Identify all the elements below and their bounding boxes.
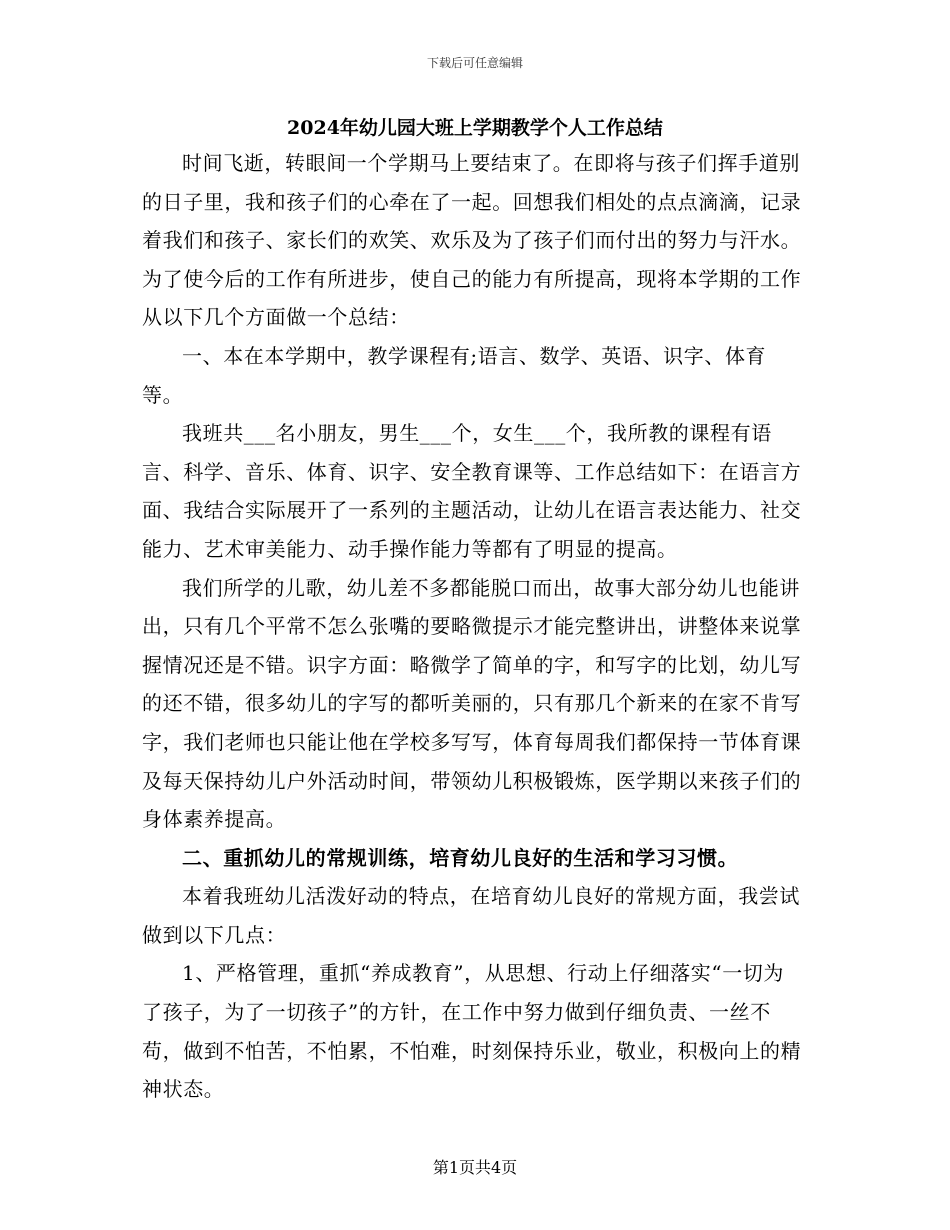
page-number-footer: 第1页共4页: [432, 1158, 518, 1177]
learning-results-paragraph: 我们所学的儿歌，幼儿差不多都能脱口而出，故事大部分幼儿也能讲出，只有几个平常不怎么张嘴的要略微提示才能完整讲出，讲整体来说掌握情况还是不错。识字方面：略微学了简单的字，和写字的比划，幼儿写的还不错，很多幼儿的字写的都听美丽的，只有那几个新来的在家不肯写字，我们老师也只能让他在学校多写写，体育每周我们都保持一节体育课及每天保持幼儿户外活动时间，带领幼儿积极锻炼，医学期以来孩子们的身体素养提高。: [142, 575, 802, 832]
document-title: 2024年幼儿园大班上学期教学个人工作总结: [287, 117, 663, 139]
intro-paragraph: 时间飞逝，转眼间一个学期马上要结束了。在即将与孩子们挥手道别的日子里，我和孩子们的心牵在了一起。回想我们相处的点点滴滴，记录着我们和孩子、家长们的欢笑、欢乐及为了孩子们而付出的努力与汗水。为了使今后的工作有所进步，使自己的能力有所提高，现将本学期的工作从以下几个方面做一个总结：: [142, 151, 802, 330]
class-summary-paragraph: 我班共___名小朋友，男生___个，女生___个，我所教的课程有语言、科学、音乐、体育、识字、安全教育课等、工作总结如下：在语言方面、我结合实际展开了一系列的主题活动，让幼儿在语言表达能力、社交能力、艺术审美能力、动手操作能力等都有了明显的提高。: [142, 421, 802, 561]
page-header-note: 下载后可任意编辑: [426, 56, 523, 70]
section-two-heading: 二、重抓幼儿的常规训练，培育幼儿良好的生活和学习习惯。: [182, 845, 739, 870]
document-body: [142, 144, 804, 1109]
routine-intro-paragraph: 本着我班幼儿活泼好动的特点，在培育幼儿良好的常规方面，我尝试做到以下几点：: [142, 884, 800, 947]
strict-management-paragraph: 1、严格管理，重抓“养成教育”，从思想、行动上仔细落实“一切为了孩子，为了一切孩子”的方针，在工作中努力做到仔细负责、一丝不苟，做到不怕苦，不怕累，不怕难，时刻保持乐业，敬业，积极向上的精神状态。: [142, 961, 802, 1102]
section-one-paragraph: 一、本在本学期中，教学课程有;语言、数学、英语、识字、体育等。: [142, 343, 767, 407]
